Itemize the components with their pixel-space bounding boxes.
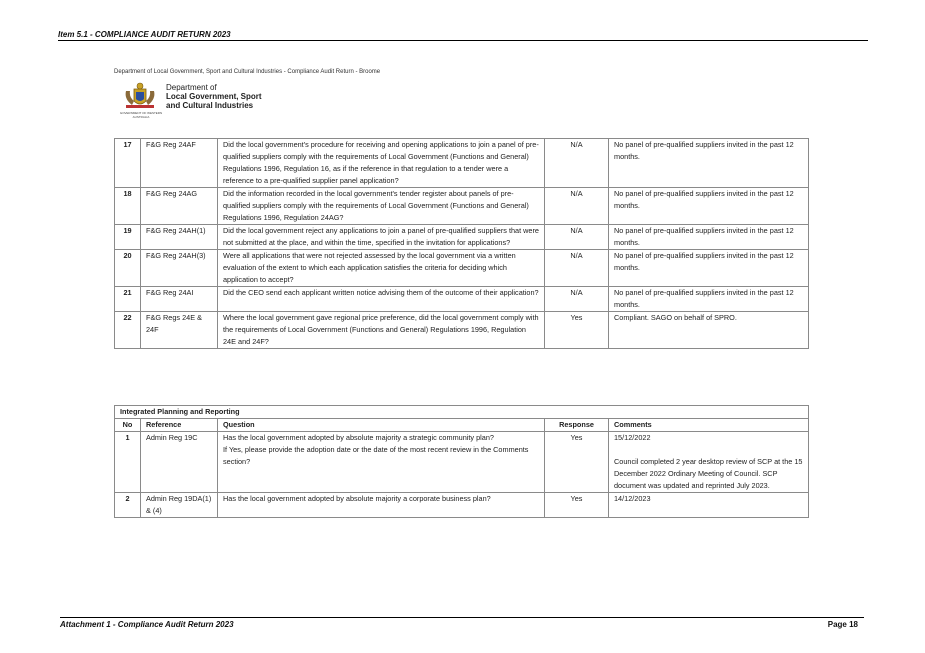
source-line: Department of Local Government, Sport and Cultural Industries - Compliance Audit Return - Broome (114, 69, 381, 75)
department-line-2: Local Government, Sport (166, 92, 262, 101)
table-row (115, 225, 809, 250)
department-name (166, 83, 262, 110)
row-question: Did the CEO send each applicant written notice advising them of the outcome of their application? (218, 287, 545, 312)
table-row (115, 312, 809, 349)
row-reference: Admin Reg 19DA(1) & (4) (141, 493, 218, 518)
table-row (115, 287, 809, 312)
row-response: N/A (545, 139, 609, 188)
row-question: Where the local government gave regional price preference, did the local government comply with the requirements of Local Government (Functions and General) Regulations 1996, Regulation 24E and 24F? (218, 312, 545, 349)
row-number: 19 (115, 225, 141, 250)
row-comments: 14/12/2023 (609, 493, 809, 518)
table-header-row (115, 419, 809, 432)
row-reference: Admin Reg 19C (141, 432, 218, 493)
department-logo (118, 81, 278, 121)
row-reference: F&G Reg 24AI (141, 287, 218, 312)
row-question: Were all applications that were not rejected assessed by the local government via a written evaluation of the extent to which each application satisfies the criteria for deciding which application to accept? (218, 250, 545, 287)
table-row (115, 250, 809, 287)
row-response: Yes (545, 493, 609, 518)
row-reference: F&G Reg 24AH(1) (141, 225, 218, 250)
row-comments: No panel of pre-qualified suppliers invited in the past 12 months. (609, 225, 809, 250)
column-header-reference: Reference (141, 419, 218, 432)
column-header-comments: Comments (609, 419, 809, 432)
row-comments: No panel of pre-qualified suppliers invited in the past 12 months. (609, 250, 809, 287)
table-row (115, 432, 809, 493)
page-number: Page 18 (827, 620, 858, 629)
page-header: Item 5.1 - COMPLIANCE AUDIT RETURN 2023 (58, 30, 868, 41)
page-footer (60, 617, 864, 629)
row-question: Did the local government's procedure for receiving and opening applications to join a panel of pre-qualified suppliers comply with the requirements of Local Government (Functions and General) Regulations 1996, Regulation 16, as if the reference in that regulation to a tender were a reference to a pre-qualified supplier panel application? (218, 139, 545, 188)
row-question: Has the local government adopted by absolute majority a corporate business plan? (218, 493, 545, 518)
section-title: Integrated Planning and Reporting (115, 406, 809, 419)
column-header-response: Response (545, 419, 609, 432)
row-question: Did the information recorded in the local government's tender register about panels of pre-qualified suppliers comply with the requirements of Local Government (Functions and General) Regulations 1996, Regulation 24AG? (218, 188, 545, 225)
integrated-planning-table (114, 405, 809, 518)
comment-text: Council completed 2 year desktop review of SCP at the 15 December 2022 Ordinary Meeting of Council. SCP document was updated and reprinted July 2023. (614, 457, 803, 490)
row-response: Yes (545, 432, 609, 493)
table-row (115, 493, 809, 518)
table-row (115, 139, 809, 188)
row-response: N/A (545, 188, 609, 225)
table-row (115, 188, 809, 225)
row-comments: No panel of pre-qualified suppliers invited in the past 12 months. (609, 287, 809, 312)
row-response: N/A (545, 250, 609, 287)
question-line: If Yes, please provide the adoption date or the date of the most recent review in the Comments section? (223, 445, 529, 466)
department-line-3: and Cultural Industries (166, 101, 254, 110)
row-number: 1 (115, 432, 141, 493)
row-number: 22 (115, 312, 141, 349)
row-reference: F&G Reg 24AG (141, 188, 218, 225)
row-comments (609, 432, 809, 493)
crest-caption: GOVERNMENT OF WESTERN AUSTRALIA (119, 111, 163, 119)
row-response: N/A (545, 225, 609, 250)
column-header-question: Question (218, 419, 545, 432)
row-comments: Compliant. SAGO on behalf of SPRO. (609, 312, 809, 349)
row-number: 21 (115, 287, 141, 312)
row-reference: F&G Regs 24E & 24F (141, 312, 218, 349)
row-number: 20 (115, 250, 141, 287)
row-response: Yes (545, 312, 609, 349)
department-line-1: Department of (166, 83, 217, 92)
row-comments: No panel of pre-qualified suppliers invited in the past 12 months. (609, 188, 809, 225)
row-reference: F&G Reg 24AF (141, 139, 218, 188)
row-number: 17 (115, 139, 141, 188)
row-question (218, 432, 545, 493)
row-response: N/A (545, 287, 609, 312)
question-line: Has the local government adopted by absolute majority a strategic community plan? (223, 433, 494, 442)
comment-date: 15/12/2022 (614, 433, 651, 442)
row-comments: No panel of pre-qualified suppliers invited in the past 12 months. (609, 139, 809, 188)
row-reference: F&G Reg 24AH(3) (141, 250, 218, 287)
row-question: Did the local government reject any applications to join a panel of pre-qualified suppliers that were not submitted at the place, and within the time, specified in the invitation for applications? (218, 225, 545, 250)
column-header-no: No (115, 419, 141, 432)
row-number: 18 (115, 188, 141, 225)
tender-panel-table (114, 138, 809, 349)
footer-attachment-title: Attachment 1 - Compliance Audit Return 2023 (60, 620, 234, 629)
row-number: 2 (115, 493, 141, 518)
